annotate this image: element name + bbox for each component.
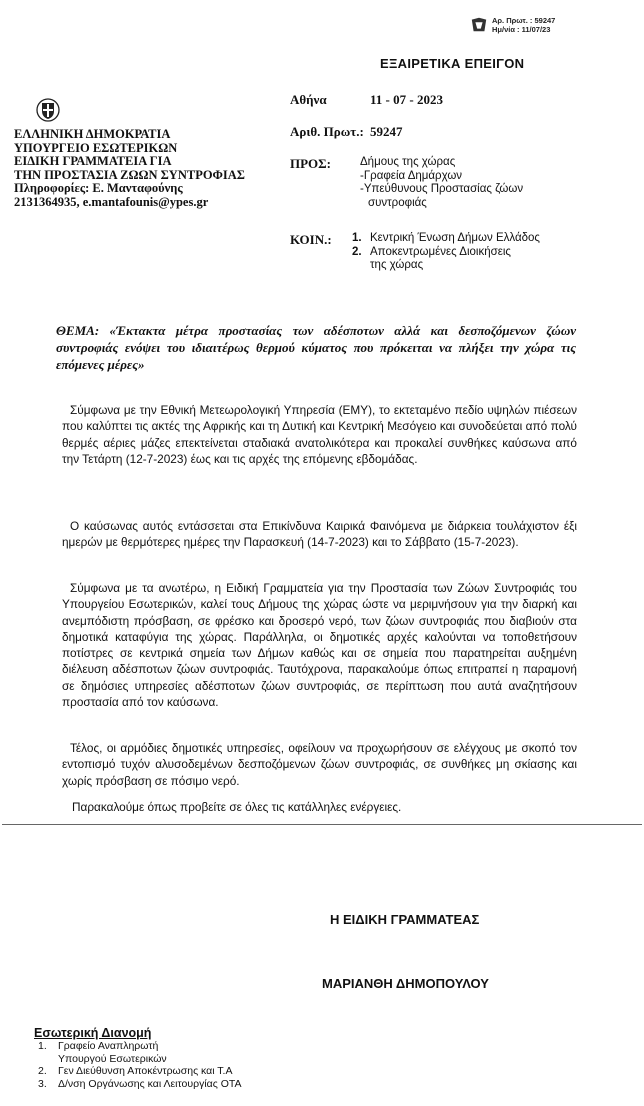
body-paragraph: Σύμφωνα με την Εθνική Μετεωρολογική Υπηρεσία (ΕΜΥ), το εκτεταμένο πεδίο υψηλών πιέσεων που καλύπτει τις ακτές της Αφρικής και τη Δυτική και Κεντρική Μεσόγειο και συνοδεύεται από πολύ θερμές αέριες μάζες επεκτείνεται σταδιακά ανατολικότερα και προκαλεί συνθήκες καύσωνα από την Τετάρτη (12-7-2023) έως και τις αρχές της επόμενης εβδομάδας. [62,403,577,466]
cc-label: ΚΟΙΝ.: [290,232,332,247]
stamp-date-line: Ημ/νία : 11/07/23 [492,25,551,34]
recipient-line: -Υπεύθυνους Προστασίας ζώων [360,183,524,195]
cc-item-number: 2. [352,245,362,258]
sender-line: ΕΙΔΙΚΗ ΓΡΑΜΜΑΤΕΙΑ ΓΙΑ [14,154,172,168]
distribution-item-number: 2. [38,1065,47,1077]
urgency-label: ΕΞΑΙΡΕΤΙΚΑ ΕΠΕΙΓΟΝ [380,56,525,71]
recipient-line: -Γραφεία Δημάρχων [360,169,463,182]
closing-line: Παρακαλούμε όπως προβείτε σε όλες τις κατάλληλες ενέργειες. [72,800,402,814]
greek-coat-of-arms-icon [36,98,60,122]
protocol-number: 59247 [370,124,403,139]
divider [2,824,642,825]
distribution-item [38,1065,242,1078]
protocol-stamp [470,16,580,38]
body-paragraph: Σύμφωνα με τα ανωτέρω, η Ειδική Γραμματεία για την Προστασία των Ζώων Συντροφιάς του Υπουργείου Εσωτερικών, καλεί τους Δήμους της χώρας ώστε να μεριμνήσουν για την διαρκή και ανεμπόδιστη πρόσβαση, σε φρέσκο και δροσερό νερό, των ζώων συντροφιάς που διαβιούν στα δημοτικά καταφύγια της χώρας. Παράλληλα, οι δημοτικές αρχές καλούνται να τοποθετήσουν ποτίστρες σε κεντρικά σημεία των Δήμων καθώς και σε σημεία που παρατηρείται αυξημένη διέλευση αδέσποτων ζώων συντροφιάς. Ταυτόχρονα, παρακαλούμε όπως επιτραπεί η παραμονή σε δημόσιες υπηρεσίες αδέσποτων ζώων συντροφιάς, σε περίπτωση που αυτά αναζητήσουν προστασία από τον καύσωνα. [62,581,577,710]
internal-distribution-title: Εσωτερική Διανομή [34,1026,152,1040]
signatory-name: ΜΑΡΙΑΝΘΗ ΔΗΜΟΠΟΥΛΟΥ [322,976,489,991]
distribution-item [38,1040,242,1065]
cc-list [352,232,540,273]
distribution-item-number: 1. [38,1040,47,1052]
cc-item [352,232,540,246]
distribution-item [38,1078,242,1091]
contact-person: Πληροφορίες: Ε. Μανταφούνης [14,181,183,195]
sender-block [14,128,245,209]
stamp-protocol-line: Αρ. Πρωτ. : 59247 [492,16,556,25]
distribution-item-number: 3. [38,1077,47,1090]
contact-details: 2131364935, e.mantafounis@ypes.gr [14,194,209,209]
cc-item-text: Κεντρική Ένωση Δήμων Ελλάδος [370,232,540,244]
distribution-item-text: Γεν Διεύθυνση Αποκέντρωσης και Τ.Α [58,1065,233,1077]
sender-line: ΕΛΛΗΝΙΚΗ ΔΗΜΟΚΡΑΤΙΑ [14,127,171,141]
subject: ΘΕΜΑ: «Έκτακτα μέτρα προστασίας των αδέσποτων αλλά και δεσποζόμενων ζώων συντροφιάς ενόψει του ιδιαιτέρως θερμού κύματος που πρόκειται να πλήξει την χώρα τις επόμενες μέρες» [56,323,576,372]
place-label: Αθήνα [290,92,327,107]
body-paragraph: Τέλος, οι αρμόδιες δημοτικές υπηρεσίες, οφείλουν να προχωρήσουν σε ελέγχους με σκοπό τον εντοπισμό τυχόν αλυσοδεμένων δεσποζόμενων ζώων συντροφιάς, σε συνθήκες μη σκίασης και χωρίς πρόσβαση σε πόσιμο νερό. [62,741,577,788]
body-paragraph: Ο καύσωνας αυτός εντάσσεται στα Επικίνδυνα Καιρικά Φαινόμενα με διάρκεια τουλάχιστον έξι ημερών με θερμότερες ημέρες την Παρασκευή (14-7-2023) και το Σάββατο (15-7-2023). [62,519,577,550]
distribution-item-text: Γραφείο Αναπληρωτή Υπουργού Εσωτερικών [58,1040,167,1065]
internal-distribution-list [38,1040,242,1090]
cc-item [352,246,540,273]
stamp-text [492,16,555,34]
cc-item-number: 1. [352,232,362,244]
cc-item-text: Αποκεντρωμένες Διοικήσεις της χώρας [370,245,511,271]
distribution-item-text: Δ/νση Οργάνωσης και Λειτουργίας ΟΤΑ [58,1077,242,1090]
recipient-line: συντροφιάς [368,196,427,209]
document-date: 11 - 07 - 2023 [370,92,443,107]
sender-line: ΤΗΝ ΠΡΟΣΤΑΣΙΑ ΖΩΩΝ ΣΥΝΤΡΟΦΙΑΣ [14,167,245,182]
recipient-line: Δήμους της χώρας [360,156,456,168]
protocol-label: Αριθ. Πρωτ.: [290,124,364,139]
ministry-stamp-logo-icon [470,16,488,34]
recipients-label: ΠΡΟΣ: [290,156,331,171]
signatory-title: Η ΕΙΔΙΚΗ ΓΡΑΜΜΑΤΕΑΣ [330,912,480,927]
sender-line: ΥΠΟΥΡΓΕΙΟ ΕΣΩΤΕΡΙΚΩΝ [14,140,178,155]
recipients-list [360,156,523,210]
